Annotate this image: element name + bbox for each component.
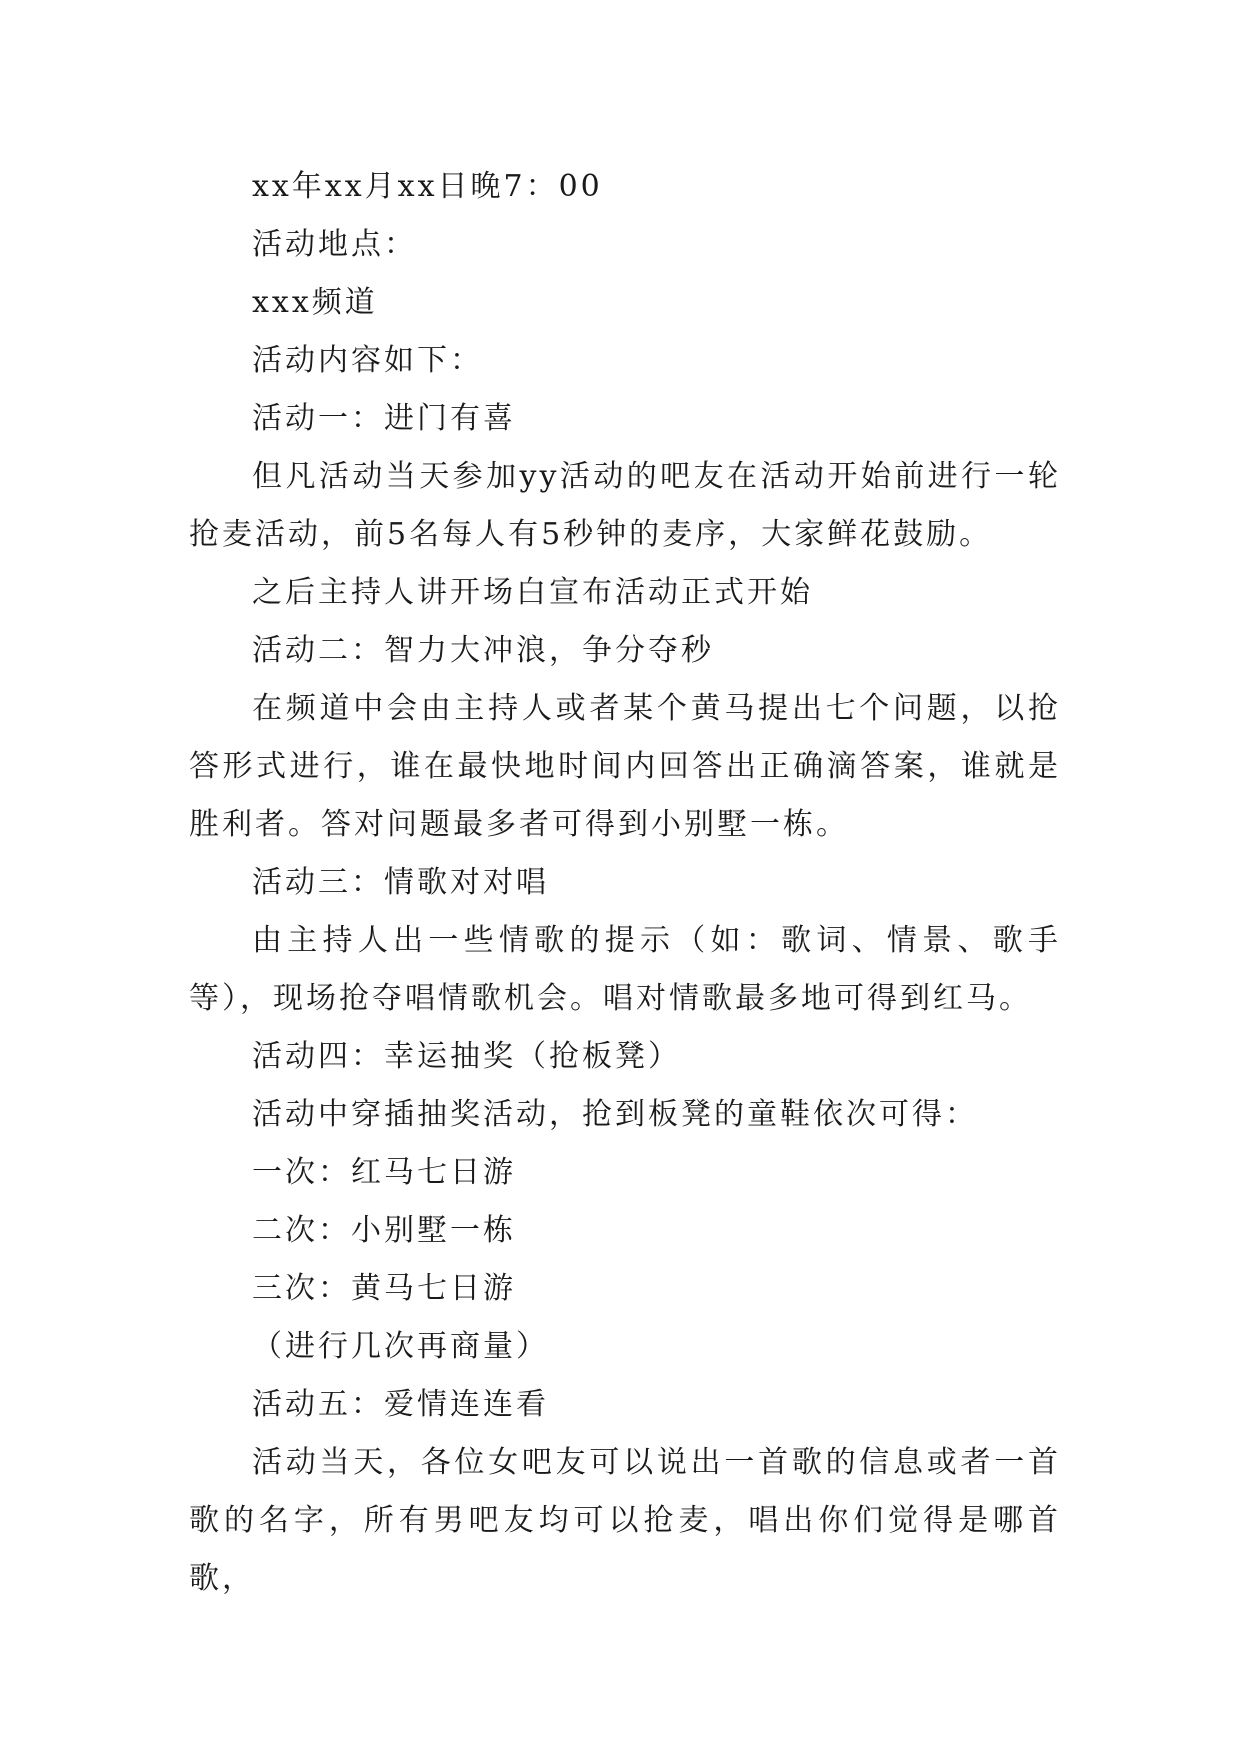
activity-1-note: 之后主持人讲开场白宣布活动正式开始 bbox=[252, 575, 813, 610]
activity-4-heading: 活动四：幸运抽奖（抢板凳） bbox=[252, 1039, 681, 1074]
event-location: xxx频道 bbox=[252, 285, 378, 320]
activity-4-description: 活动中穿插抽奖活动，抢到板凳的童鞋依次可得： bbox=[252, 1097, 978, 1132]
activity-5-heading: 活动五：爱情连连看 bbox=[252, 1387, 549, 1422]
prize-note: （进行几次再商量） bbox=[252, 1329, 549, 1364]
activity-1-heading: 活动一：进门有喜 bbox=[252, 401, 516, 436]
activity-3-description: 由主持人出一些情歌的提示（如：歌词、情景、歌手等），现场抢夺唱情歌机会。唱对情歌最多地可得到红马。 bbox=[189, 923, 1061, 1016]
event-time: xx年xx月xx日晚7：00 bbox=[252, 169, 603, 204]
event-content-label: 活动内容如下： bbox=[252, 343, 483, 378]
activity-3-heading: 活动三：情歌对对唱 bbox=[252, 865, 549, 900]
prize-third: 三次：黄马七日游 bbox=[252, 1271, 516, 1306]
activity-2-heading: 活动二：智力大冲浪，争分夺秒 bbox=[252, 633, 714, 668]
prize-first: 一次：红马七日游 bbox=[252, 1155, 516, 1190]
event-location-label: 活动地点： bbox=[252, 227, 417, 262]
activity-1-description: 但凡活动当天参加yy活动的吧友在活动开始前进行一轮抢麦活动，前5名每人有5秒钟的麦序，大家鲜花鼓励。 bbox=[189, 459, 1061, 552]
activity-2-description: 在频道中会由主持人或者某个黄马提出七个问题，以抢答形式进行，谁在最快地时间内回答出正确滴答案，谁就是胜利者。答对问题最多者可得到小别墅一栋。 bbox=[189, 691, 1061, 842]
document-body bbox=[189, 158, 1061, 1608]
activity-5-description: 活动当天，各位女吧友可以说出一首歌的信息或者一首歌的名字，所有男吧友均可以抢麦，唱出你们觉得是哪首歌， bbox=[189, 1445, 1061, 1596]
prize-second: 二次：小别墅一栋 bbox=[252, 1213, 516, 1248]
